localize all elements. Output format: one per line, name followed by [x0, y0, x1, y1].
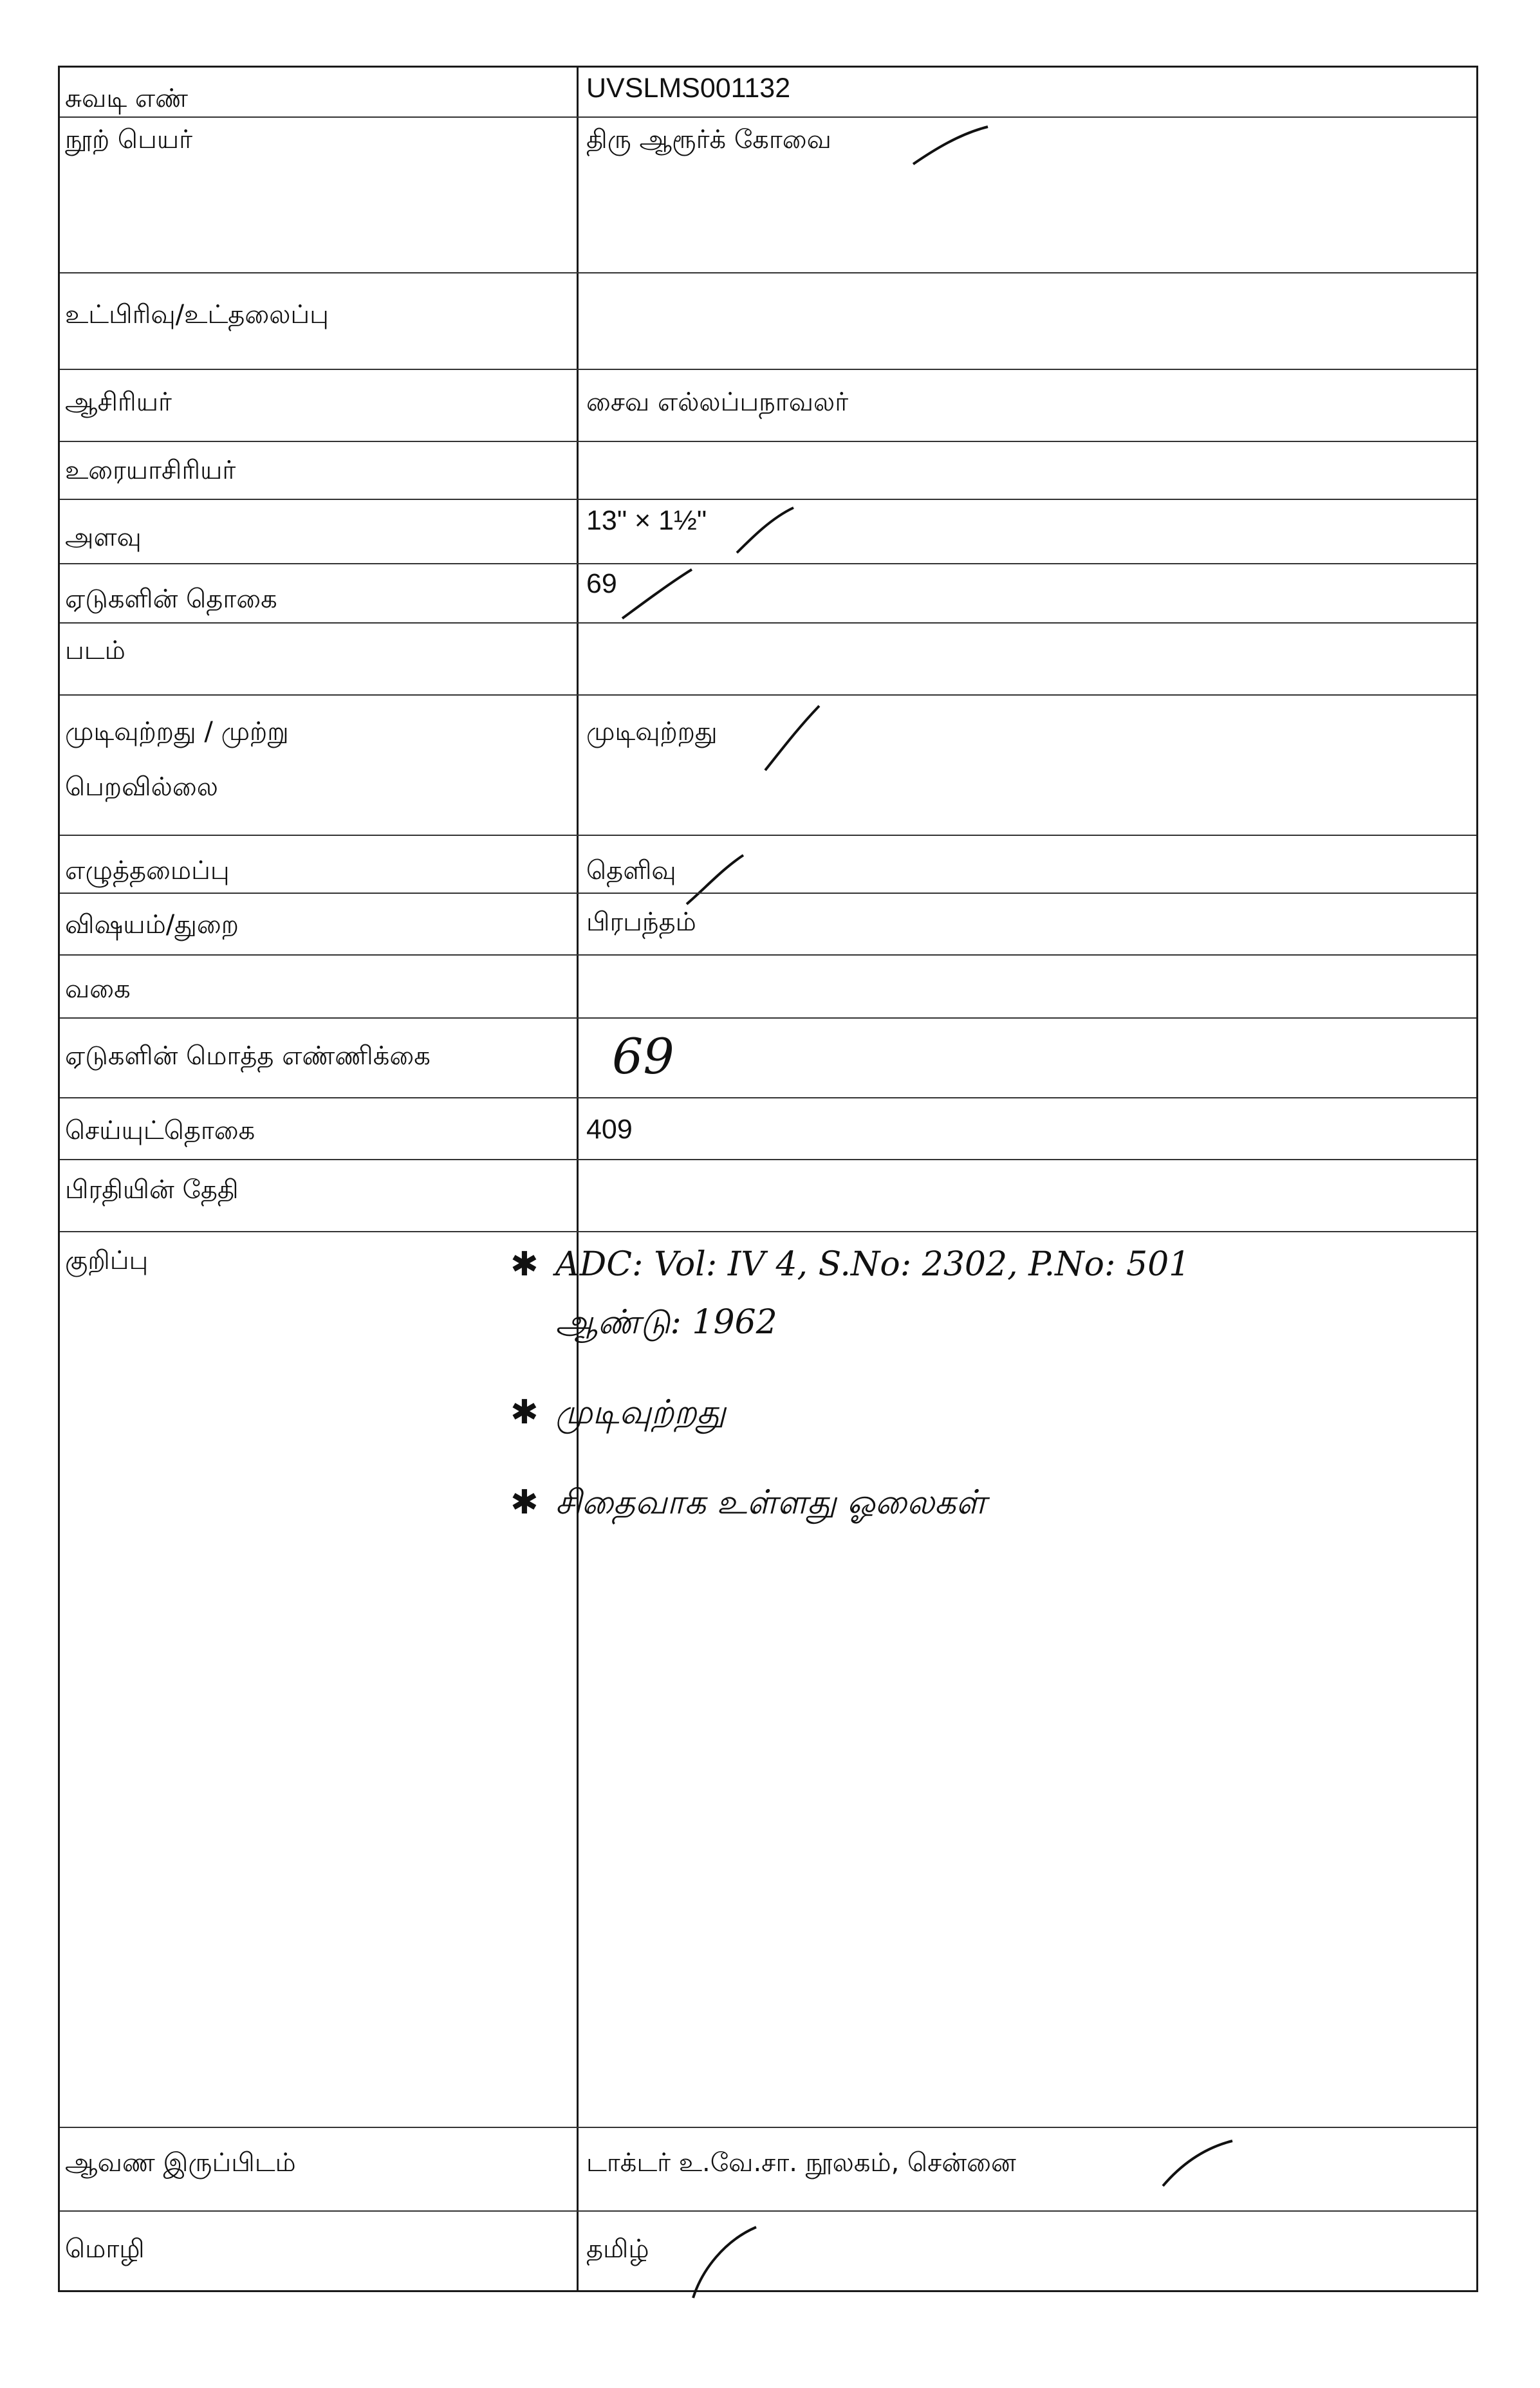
value-verse-count: 409: [586, 1114, 633, 1145]
label-picture: படம்: [65, 636, 125, 665]
value-completion-text: முடிவுற்றது: [586, 717, 718, 746]
row-notes: [60, 1231, 1476, 2127]
row-title: [60, 116, 1476, 272]
note-line-3: ✱ முடிவுற்றது: [510, 1387, 1476, 1438]
row-completion: [60, 694, 1476, 835]
row-commentator: [60, 441, 1476, 499]
value-author: சைவ எல்லப்பநாவலர்: [586, 387, 849, 417]
check-mark-icon: [689, 2225, 760, 2302]
row-language: [60, 2210, 1476, 2294]
note-line-2: ஆண்டு: 1962: [555, 1303, 777, 1342]
label-category: வகை: [65, 974, 131, 1004]
value-title: [586, 122, 1468, 158]
label-commentator: உரையாசிரியர்: [65, 456, 236, 485]
row-size: [60, 499, 1476, 563]
row-repository: [60, 2127, 1476, 2210]
label-verse-count: செய்யுட்தொகை: [65, 1116, 255, 1145]
row-script: [60, 835, 1476, 893]
check-mark-icon: [1159, 2138, 1236, 2190]
asterisk-icon: ✱: [510, 1245, 539, 1284]
row-copy-date: [60, 1159, 1476, 1231]
value-language-text: தமிழ்: [586, 2234, 649, 2264]
label-title: நூற் பெயர்: [65, 125, 193, 154]
label-notes: குறிப்பு: [65, 1246, 149, 1275]
value-leaf-count: [586, 566, 1468, 602]
label-total-leaves: ஏடுகளின் மொத்த எண்ணிக்கை: [65, 1041, 431, 1071]
row-author: [60, 369, 1476, 441]
value-language: [586, 2231, 1468, 2267]
value-script: [586, 853, 1468, 889]
row-subject: [60, 893, 1476, 954]
value-title-text: திரு ஆரூர்க் கோவை: [586, 125, 831, 154]
label-language: மொழி: [65, 2234, 145, 2264]
value-completion: [586, 714, 1468, 750]
value-size-text: 13" × 1½": [586, 505, 707, 536]
label-completion-line1: முடிவுற்றது / முற்று: [65, 717, 289, 746]
note-line-1: ✱ ADC: Vol: IV 4, S.No: 2302, P.No: 501: [510, 1239, 1476, 1290]
row-total-leaves: [60, 1017, 1476, 1097]
value-total-leaves: 69: [612, 1028, 674, 1085]
label-author: ஆசிரியர்: [65, 387, 172, 417]
asterisk-icon: ✱: [510, 1483, 539, 1522]
row-subdivision: [60, 272, 1476, 369]
label-leaf-count: ஏடுகளின் தொகை: [65, 584, 277, 614]
notes-handwritten: [510, 1239, 1476, 1528]
label-manuscript-number: சுவடி எண்: [65, 84, 189, 113]
row-verse-count: [60, 1097, 1476, 1159]
label-script: எழுத்தமைப்பு: [65, 856, 230, 885]
row-picture: [60, 622, 1476, 694]
value-script-text: தெளிவு: [586, 856, 676, 885]
label-size: அளவு: [65, 523, 142, 552]
check-mark-icon: [733, 505, 797, 557]
asterisk-icon: ✱: [510, 1393, 539, 1432]
value-subject: பிரபந்தம்: [586, 907, 696, 937]
label-subject: விஷயம்/துறை: [65, 910, 239, 939]
value-size: [586, 503, 1468, 539]
label-repository: ஆவண இருப்பிடம்: [65, 2148, 296, 2178]
value-leaf-count-text: 69: [586, 568, 617, 599]
row-category: [60, 954, 1476, 1017]
check-mark-icon: [618, 567, 696, 622]
label-completion-line2: பெறவில்லை: [65, 772, 218, 802]
label-copy-date: பிரதியின் தேதி: [65, 1175, 239, 1205]
label-completion: [65, 714, 567, 805]
note-line-4: ✱ சிதைவாக உள்ளது ஓலைகள்: [510, 1477, 1476, 1528]
check-mark-icon: [908, 124, 992, 169]
value-manuscript-number: UVSLMS001132: [586, 73, 791, 104]
row-leaf-count: [60, 563, 1476, 622]
check-mark-icon: [760, 703, 824, 774]
row-manuscript-number: [60, 68, 1476, 116]
label-subdivision: உட்பிரிவு/உட்தலைப்பு: [65, 300, 329, 329]
value-repository-text: டாக்டர் உ.வே.சா. நூலகம், சென்னை: [586, 2148, 1016, 2178]
value-repository: [586, 2145, 1468, 2181]
catalog-form: [58, 66, 1478, 2292]
